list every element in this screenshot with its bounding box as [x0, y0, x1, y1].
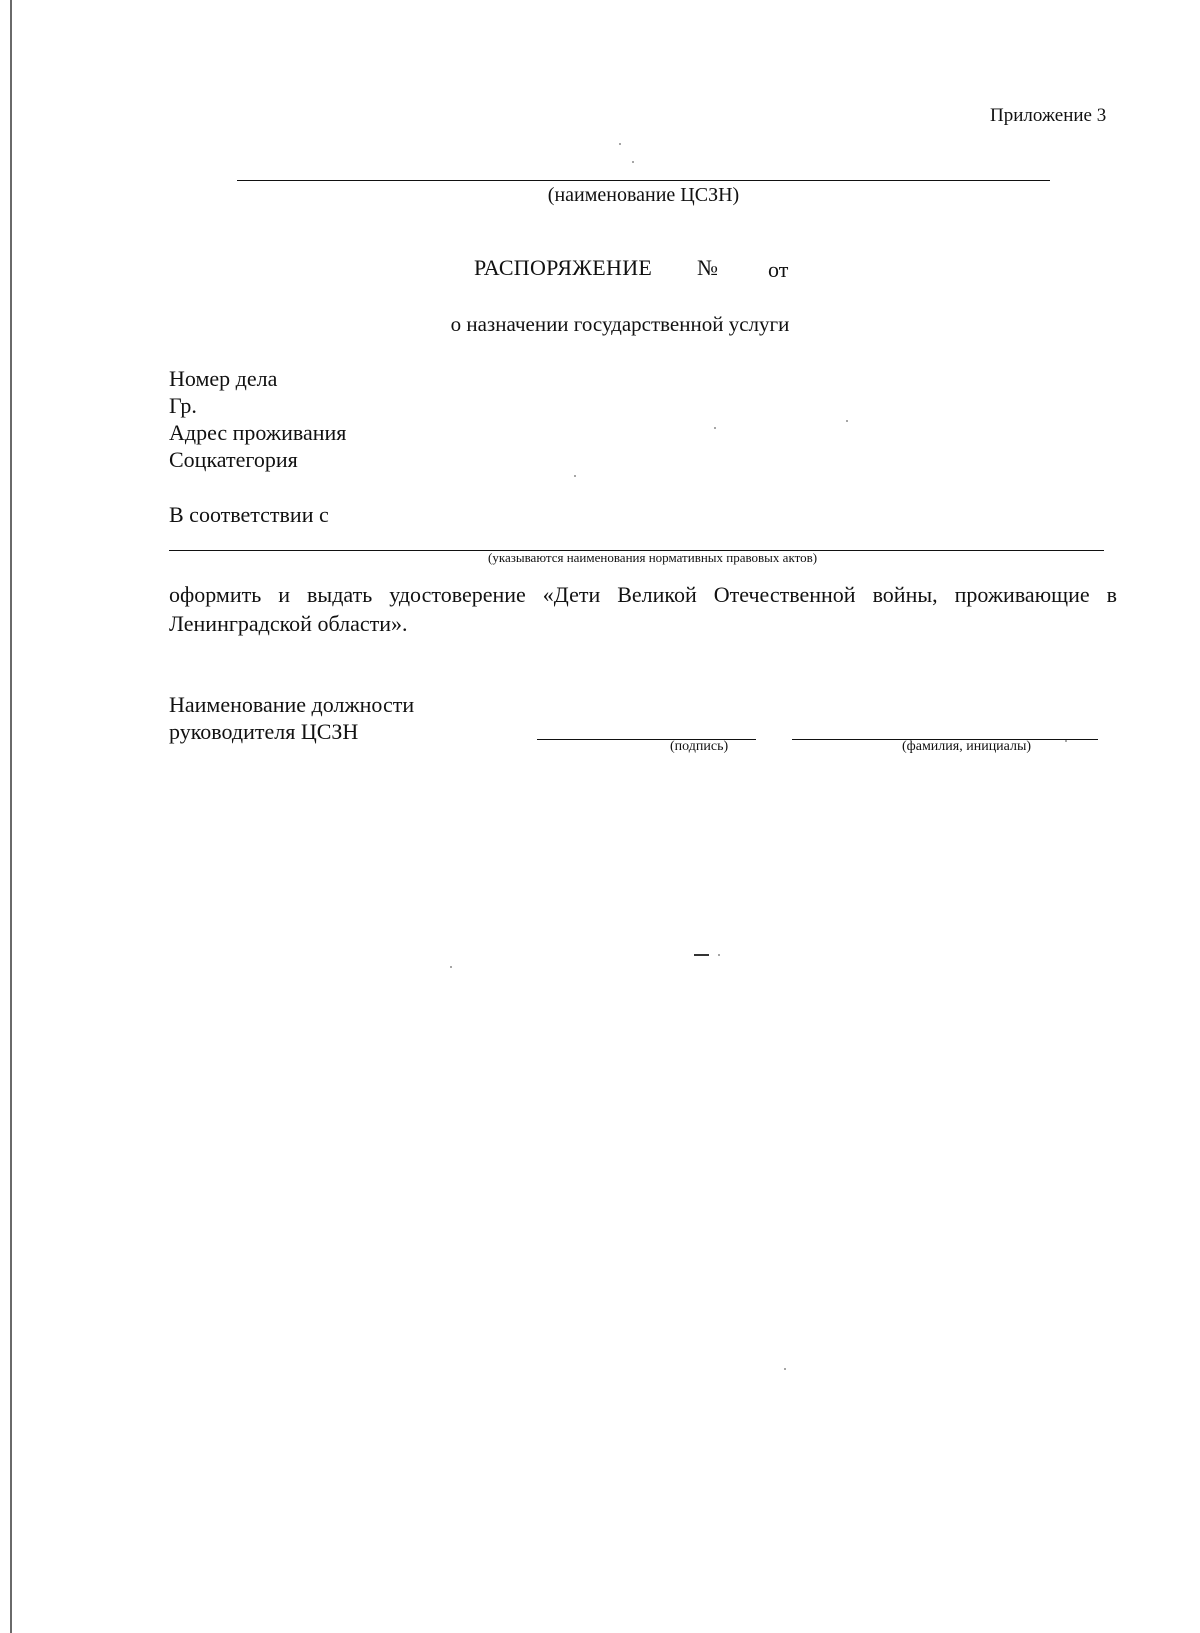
order-body-text: оформить и выдать удостоверение «Дети Великой Отечественной войны, проживающие в Ленинградской области».	[169, 582, 1117, 636]
field-case-number: Номер дела	[169, 366, 278, 391]
scan-speck	[619, 143, 621, 145]
scan-speck	[574, 475, 576, 477]
scan-speck	[718, 954, 720, 956]
scan-speck	[1065, 740, 1067, 742]
signatory-position	[169, 691, 414, 745]
basis-label: В соответствии с	[169, 502, 329, 527]
name-hint: (фамилия, инициалы)	[902, 739, 1032, 754]
scan-speck	[846, 420, 848, 422]
signatory-position-line1: Наименование должности	[169, 692, 415, 717]
scan-speck	[632, 161, 634, 163]
scan-dash	[694, 954, 709, 956]
order-subject: о назначении государственной услуги	[450, 312, 790, 336]
order-number-sign: №	[697, 255, 718, 280]
field-address: Адрес проживания	[169, 420, 347, 445]
legal-acts-hint: (указываются наименования нормативных правовых актов)	[488, 550, 818, 565]
org-name-line	[237, 180, 1050, 181]
org-name-caption: (наименование ЦСЗН)	[547, 184, 740, 206]
scan-speck	[714, 427, 716, 429]
signature-hint: (подпись)	[670, 739, 729, 754]
scan-speck	[784, 1368, 786, 1370]
scan-speck	[450, 966, 452, 968]
order-date-prefix: от	[768, 257, 789, 282]
field-citizen: Гр.	[169, 393, 197, 418]
order-title: РАСПОРЯЖЕНИЕ	[474, 255, 653, 280]
scan-edge	[10, 0, 12, 1633]
appendix-label: Приложение 3	[990, 105, 1107, 126]
signatory-position-line2: руководителя ЦСЗН	[169, 719, 359, 744]
field-social-category: Соцкатегория	[169, 447, 298, 472]
